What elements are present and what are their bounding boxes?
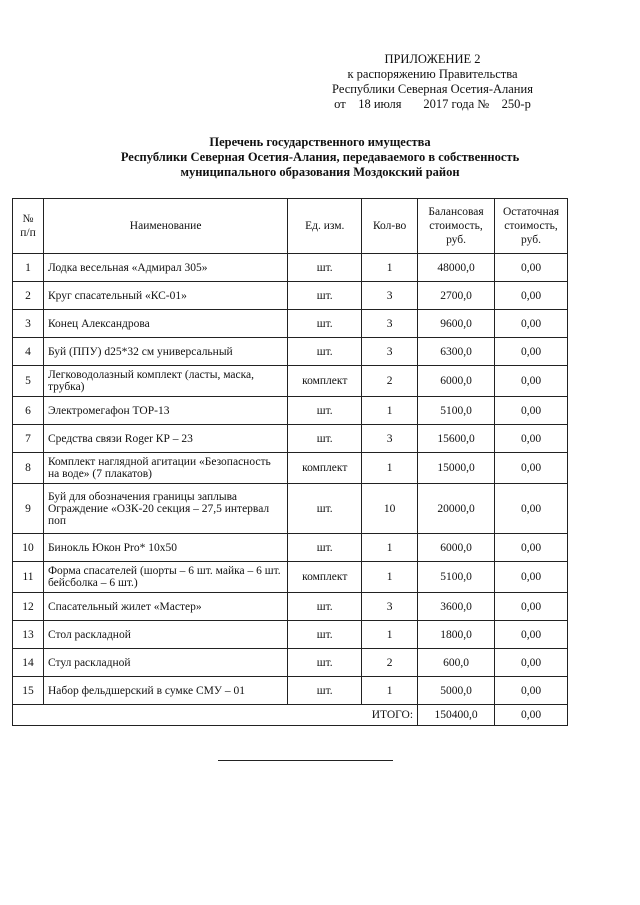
cell-num: 6 <box>13 397 44 425</box>
cell-name: Лодка весельная «Адмирал 305» <box>43 254 287 282</box>
cell-num: 15 <box>13 677 44 705</box>
appendix-header <box>300 52 565 112</box>
cell-qty: 2 <box>362 366 418 397</box>
title-line-1: Перечень государственного имущества <box>209 135 431 149</box>
table-row <box>13 425 568 453</box>
cell-unit: шт. <box>288 254 362 282</box>
cell-balance: 9600,0 <box>418 310 495 338</box>
cell-name: Стол раскладной <box>43 621 287 649</box>
cell-residual: 0,00 <box>495 621 568 649</box>
cell-residual: 0,00 <box>495 254 568 282</box>
cell-residual: 0,00 <box>495 593 568 621</box>
cell-balance: 5100,0 <box>418 397 495 425</box>
table-row <box>13 282 568 310</box>
cell-qty: 3 <box>362 425 418 453</box>
cell-balance: 5000,0 <box>418 677 495 705</box>
cell-name: Бинокль Юкон Pro* 10x50 <box>43 534 287 562</box>
cell-qty: 3 <box>362 593 418 621</box>
cell-num: 9 <box>13 484 44 534</box>
cell-num: 12 <box>13 593 44 621</box>
table-row <box>13 534 568 562</box>
table-row <box>13 338 568 366</box>
appendix-reference: к распоряжению Правительства <box>347 67 518 81</box>
cell-residual: 0,00 <box>495 484 568 534</box>
appendix-date-number: от 18 июля 2017 года № 250-р <box>334 97 531 111</box>
cell-balance: 1800,0 <box>418 621 495 649</box>
cell-qty: 3 <box>362 310 418 338</box>
cell-unit: шт. <box>288 593 362 621</box>
cell-residual: 0,00 <box>495 310 568 338</box>
total-residual: 0,00 <box>495 705 568 726</box>
table-row <box>13 484 568 534</box>
cell-qty: 1 <box>362 621 418 649</box>
cell-unit: комплект <box>288 562 362 593</box>
cell-name: Конец Александрова <box>43 310 287 338</box>
cell-num: 10 <box>13 534 44 562</box>
cell-balance: 6000,0 <box>418 366 495 397</box>
cell-residual: 0,00 <box>495 453 568 484</box>
table-row <box>13 310 568 338</box>
table-row <box>13 649 568 677</box>
cell-residual: 0,00 <box>495 425 568 453</box>
document-title <box>60 135 580 180</box>
total-label: ИТОГО: <box>13 705 418 726</box>
cell-unit: шт. <box>288 534 362 562</box>
header-unit: Ед. изм. <box>288 199 362 254</box>
cell-num: 11 <box>13 562 44 593</box>
total-row <box>13 705 568 726</box>
cell-num: 14 <box>13 649 44 677</box>
cell-name: Стул раскладной <box>43 649 287 677</box>
cell-residual: 0,00 <box>495 338 568 366</box>
cell-unit: шт. <box>288 282 362 310</box>
table-row <box>13 366 568 397</box>
cell-unit: шт. <box>288 310 362 338</box>
cell-name: Спасательный жилет «Мастер» <box>43 593 287 621</box>
cell-unit: комплект <box>288 366 362 397</box>
table-row <box>13 562 568 593</box>
appendix-title: ПРИЛОЖЕНИЕ 2 <box>384 52 481 66</box>
cell-balance: 20000,0 <box>418 484 495 534</box>
cell-unit: шт. <box>288 397 362 425</box>
header-name: Наименование <box>43 199 287 254</box>
total-balance: 150400,0 <box>418 705 495 726</box>
cell-residual: 0,00 <box>495 649 568 677</box>
cell-balance: 15600,0 <box>418 425 495 453</box>
cell-qty: 1 <box>362 254 418 282</box>
cell-name: Легководолазный комплект (ласты, маска, трубка) <box>43 366 287 397</box>
header-balance: Балансовая стоимость, руб. <box>418 199 495 254</box>
cell-qty: 3 <box>362 282 418 310</box>
cell-qty: 1 <box>362 397 418 425</box>
cell-qty: 2 <box>362 649 418 677</box>
cell-name: Средства связи Roger КР – 23 <box>43 425 287 453</box>
cell-balance: 48000,0 <box>418 254 495 282</box>
cell-qty: 1 <box>362 562 418 593</box>
cell-qty: 3 <box>362 338 418 366</box>
cell-num: 1 <box>13 254 44 282</box>
cell-name: Электромегафон ТОР-13 <box>43 397 287 425</box>
cell-residual: 0,00 <box>495 282 568 310</box>
table-header-row <box>13 199 568 254</box>
cell-balance: 600,0 <box>418 649 495 677</box>
header-residual: Остаточная стоимость, руб. <box>495 199 568 254</box>
cell-unit: шт. <box>288 338 362 366</box>
cell-balance: 6300,0 <box>418 338 495 366</box>
cell-name: Набор фельдшерский в сумке СМУ – 01 <box>43 677 287 705</box>
cell-num: 7 <box>13 425 44 453</box>
cell-balance: 2700,0 <box>418 282 495 310</box>
table-row <box>13 397 568 425</box>
title-line-2: Республики Северная Осетия-Алания, передаваемого в собственность <box>120 150 520 164</box>
cell-balance: 3600,0 <box>418 593 495 621</box>
cell-balance: 15000,0 <box>418 453 495 484</box>
cell-num: 2 <box>13 282 44 310</box>
cell-unit: комплект <box>288 453 362 484</box>
cell-residual: 0,00 <box>495 366 568 397</box>
property-table <box>12 198 568 726</box>
table-row <box>13 254 568 282</box>
cell-num: 13 <box>13 621 44 649</box>
table-row <box>13 677 568 705</box>
header-num: № п/п <box>13 199 44 254</box>
cell-unit: шт. <box>288 677 362 705</box>
cell-num: 4 <box>13 338 44 366</box>
cell-qty: 1 <box>362 534 418 562</box>
cell-num: 8 <box>13 453 44 484</box>
cell-name: Форма спасателей (шорты – 6 шт. майка – 6 шт. бейсболка – 6 шт.) <box>43 562 287 593</box>
cell-unit: шт. <box>288 621 362 649</box>
title-line-3: муниципального образования Моздокский район <box>180 165 460 179</box>
cell-qty: 1 <box>362 677 418 705</box>
cell-name: Комплект наглядной агитации «Безопасность на воде» (7 плакатов) <box>43 453 287 484</box>
cell-qty: 10 <box>362 484 418 534</box>
appendix-government: Республики Северная Осетия-Алания <box>332 82 533 96</box>
table-row <box>13 621 568 649</box>
cell-residual: 0,00 <box>495 562 568 593</box>
cell-unit: шт. <box>288 649 362 677</box>
cell-unit: шт. <box>288 484 362 534</box>
cell-residual: 0,00 <box>495 677 568 705</box>
cell-name: Буй (ППУ) d25*32 см универсальный <box>43 338 287 366</box>
cell-name: Круг спасательный «КС-01» <box>43 282 287 310</box>
cell-balance: 5100,0 <box>418 562 495 593</box>
cell-unit: шт. <box>288 425 362 453</box>
signature-line <box>218 760 393 761</box>
table-row <box>13 593 568 621</box>
cell-residual: 0,00 <box>495 397 568 425</box>
cell-num: 3 <box>13 310 44 338</box>
header-qty: Кол-во <box>362 199 418 254</box>
cell-name: Буй для обозначения границы заплыва Ограждение «ОЗК-20 секция – 27,5 интервал поп <box>43 484 287 534</box>
cell-residual: 0,00 <box>495 534 568 562</box>
table-row <box>13 453 568 484</box>
cell-qty: 1 <box>362 453 418 484</box>
cell-num: 5 <box>13 366 44 397</box>
cell-balance: 6000,0 <box>418 534 495 562</box>
